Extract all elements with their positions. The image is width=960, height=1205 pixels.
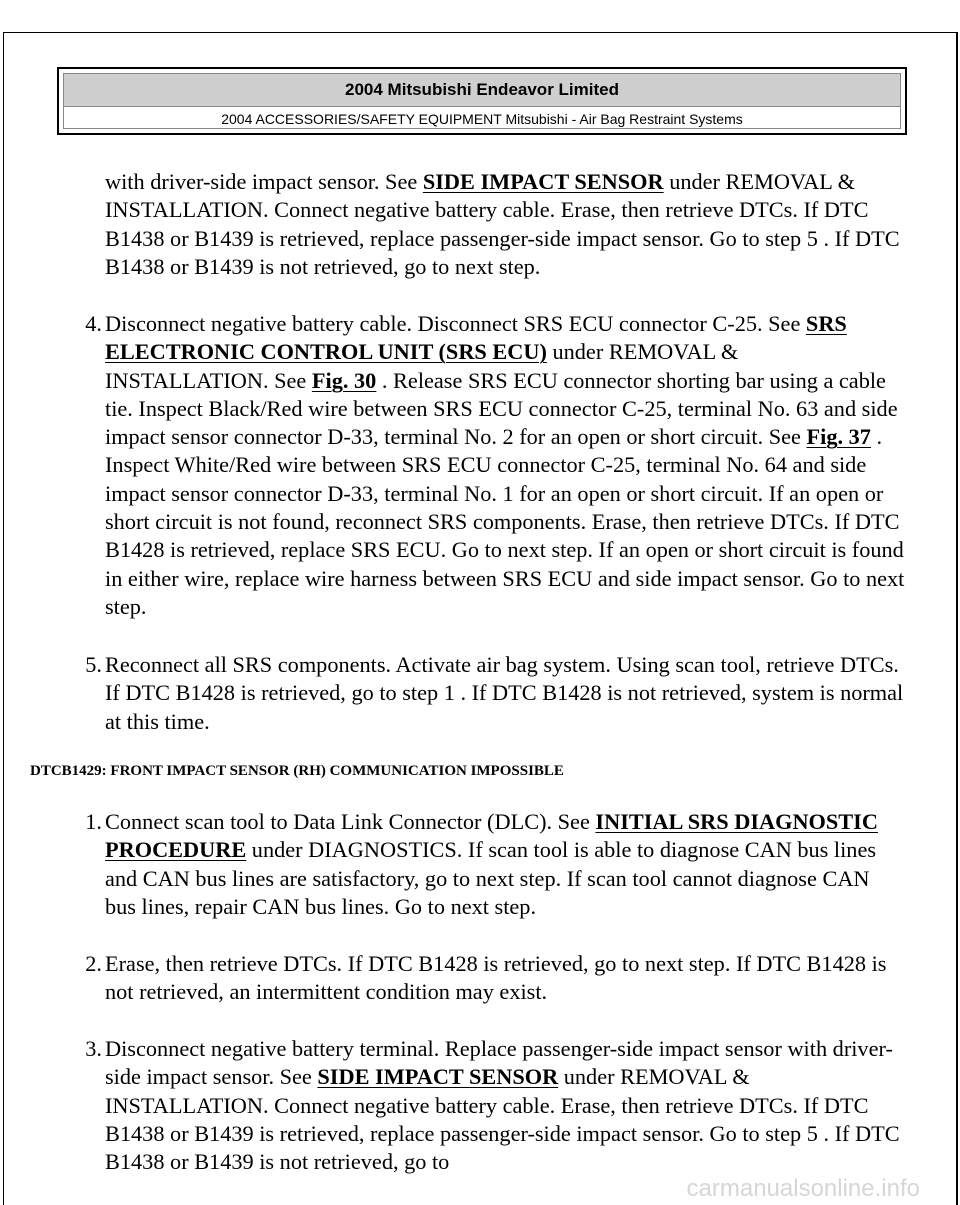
b-step-2-paragraph: Erase, then retrieve DTCs. If DTC B1428 is retrieved, go to next step. If DTC B1428 is not retrieved, an intermittent condition may exist. bbox=[105, 951, 887, 1005]
side-impact-sensor-link-2[interactable]: SIDE IMPACT SENSOR bbox=[317, 1064, 559, 1090]
watermark: carmanualsonline.info bbox=[686, 1175, 920, 1202]
step-4-text-2: under REMOVAL & INSTALLATION. See bbox=[105, 339, 739, 393]
step-4-text-1: Disconnect negative battery cable. Disconnect SRS ECU connector C-25. See bbox=[105, 311, 806, 336]
side-impact-sensor-link[interactable]: SIDE IMPACT SENSOR bbox=[422, 169, 664, 194]
page-frame-top bbox=[3, 32, 958, 33]
page-frame-left bbox=[3, 32, 4, 1205]
document-header bbox=[57, 67, 907, 135]
step-4-text-4: . Inspect White/Red wire between SRS ECU connector C-25, terminal No. 64 and side impact sensor connector D-33, terminal No. 1 for an open or short circuit. If an open or short circuit is not found, reconnect SRS components. Erase, then retrieve DTCs. If DTC B1428 is retrieved, replace SRS ECU. Go to next step. If an open or short circuit is found in either wire, replace wire harness between SRS ECU and side impact sensor. Go to next step. bbox=[105, 424, 905, 619]
header-subtitle: 2004 ACCESSORIES/SAFETY EQUIPMENT Mitsubishi - Air Bag Restraint Systems bbox=[221, 111, 743, 127]
step-4-number: 4. bbox=[85, 311, 102, 336]
b-step-2-number: 2. bbox=[85, 951, 102, 976]
page-frame-right bbox=[956, 32, 958, 1205]
b-step-3-paragraph bbox=[105, 1035, 905, 1176]
fig-30-link[interactable]: Fig. 30 bbox=[311, 367, 377, 393]
b-step-1-number: 1. bbox=[85, 809, 102, 834]
initial-srs-diagnostic-link[interactable]: INITIAL SRS DIAGNOSTIC PROCEDURE bbox=[105, 809, 878, 863]
step-4-paragraph bbox=[105, 310, 905, 621]
step-5-paragraph: Reconnect all SRS components. Activate air bag system. Using scan tool, retrieve DTCs. If DTC B1428 is retrieved, go to step 1 . If DTC B1428 is not retrieved, system is normal at this time. bbox=[105, 652, 904, 734]
continuation-text-2: under REMOVAL & INSTALLATION. Connect negative battery cable. Erase, then retrieve DTCs. If DTC B1438 or B1439 is retrieved, replace passenger-side impact sensor. Go to step 5 . If DTC B1438 or B1439 is not retrieved, go to next step. bbox=[105, 169, 900, 279]
b-step-1-paragraph bbox=[105, 808, 905, 921]
b-step-3-text-1: Disconnect negative battery terminal. Replace passenger-side impact sensor with driver-side impact sensor. See bbox=[105, 1036, 893, 1090]
step-4-text-3: . Release SRS ECU connector shorting bar using a cable tie. Inspect Black/Red wire between SRS ECU connector C-25, terminal No. 63 and side impact sensor connector D-33, terminal No. 2 for an open or short circuit. See bbox=[105, 367, 898, 450]
srs-ecu-link[interactable]: SRS ELECTRONIC CONTROL UNIT (SRS ECU) bbox=[105, 311, 847, 365]
continuation-paragraph bbox=[105, 168, 905, 281]
b-step-1-text-2: under DIAGNOSTICS. If scan tool is able to diagnose CAN bus lines and CAN bus lines are satisfactory, go to next step. If scan tool cannot diagnose CAN bus lines, repair CAN bus lines. Go to next step. bbox=[105, 837, 877, 919]
header-title: 2004 Mitsubishi Endeavor Limited bbox=[64, 74, 900, 107]
section-heading: DTCB1429: FRONT IMPACT SENSOR (RH) COMMUNICATION IMPOSSIBLE bbox=[30, 763, 564, 779]
continuation-text-1: with driver-side impact sensor. See bbox=[105, 169, 423, 194]
b-step-1-text-1: Connect scan tool to Data Link Connector (DLC). See bbox=[105, 809, 596, 834]
b-step-3-number: 3. bbox=[85, 1036, 102, 1061]
fig-37-link[interactable]: Fig. 37 bbox=[806, 424, 871, 450]
b-step-3-text-2: under REMOVAL & INSTALLATION. Connect negative battery cable. Erase, then retrieve DTCs. If DTC B1438 or B1439 is retrieved, replace passenger-side impact sensor. Go to step 5 . If DTC B1438 or B1439 is not retrieved, go to bbox=[105, 1064, 900, 1175]
step-5-number: 5. bbox=[85, 652, 102, 677]
document-header-inner bbox=[63, 73, 901, 129]
